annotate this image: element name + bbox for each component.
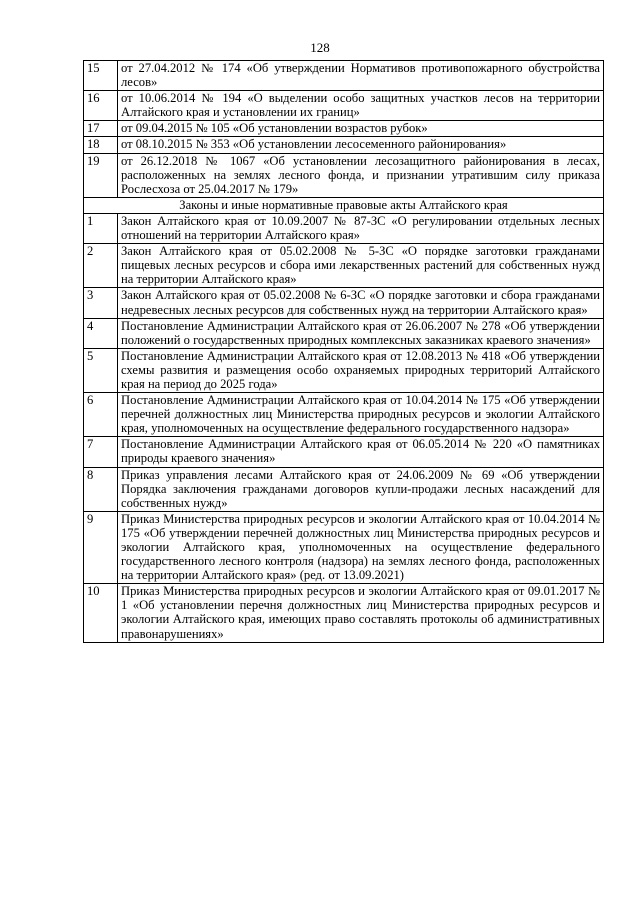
row-number: 9: [84, 511, 118, 583]
row-number: 1: [84, 213, 118, 243]
table-row: [84, 61, 604, 91]
row-text: от 08.10.2015 № 353 «Об установлении лесосеменного районирования»: [118, 137, 604, 153]
table-row: [84, 584, 604, 642]
section-heading: Законы и иные нормативные правовые акты Алтайского края: [84, 197, 604, 213]
table-row: [84, 348, 604, 392]
row-text: Приказ управления лесами Алтайского края от 24.06.2009 № 69 «Об утверждении Порядка заключения гражданами договоров купли-продажи лесных насаждений для собственных нужд»: [118, 467, 604, 511]
table-row: [84, 213, 604, 243]
row-text: Приказ Министерства природных ресурсов и экологии Алтайского края от 10.04.2014 № 175 «Об утверждении перечней должностных лиц Министерства природных ресурсов и экологии Алтайского края, уполномоченных на осуществление федерального государственного лесного контроля (надзора) на землях лесного фонда, расположенных на территории Алтайского края» (ред. от 13.09.2021): [118, 511, 604, 583]
row-text: Постановление Администрации Алтайского края от 12.08.2013 № 418 «Об утверждении схемы развития и размещения особо охраняемых природных территорий Алтайского края на период до 2025 года»: [118, 348, 604, 392]
row-number: 8: [84, 467, 118, 511]
row-number: 6: [84, 393, 118, 437]
row-text: Закон Алтайского края от 05.02.2008 № 5-ЗС «О порядке заготовки гражданами пищевых лесных ресурсов и сбора ими лекарственных растений для собственных нужд на территории Алтайского края»: [118, 244, 604, 288]
row-number: 5: [84, 348, 118, 392]
row-text: Постановление Администрации Алтайского края от 06.05.2014 № 220 «О памятниках природы краевого значения»: [118, 437, 604, 467]
row-number: 7: [84, 437, 118, 467]
table-row: [84, 511, 604, 583]
table-row: [84, 121, 604, 137]
section-heading-row: [84, 197, 604, 213]
table-row: [84, 393, 604, 437]
row-number: 10: [84, 584, 118, 642]
row-text: от 27.04.2012 № 174 «Об утверждении Нормативов противопожарного обустройства лесов»: [118, 61, 604, 91]
table-row: [84, 153, 604, 197]
table-row: [84, 288, 604, 318]
row-text: Закон Алтайского края от 05.02.2008 № 6-ЗС «О порядке заготовки и сбора гражданами недревесных лесных ресурсов для собственных нужд на территории Алтайского края»: [118, 288, 604, 318]
table-row: [84, 91, 604, 121]
row-number: 4: [84, 318, 118, 348]
row-text: Постановление Администрации Алтайского края от 26.06.2007 № 278 «Об утверждении положений о государственных природных комплексных заказниках краевого значения»: [118, 318, 604, 348]
row-text: от 10.06.2014 № 194 «О выделении особо защитных участков лесов на территории Алтайского края и установлении их границ»: [118, 91, 604, 121]
row-text: Приказ Министерства природных ресурсов и экологии Алтайского края от 09.01.2017 № 1 «Об установлении перечня должностных лиц Министерства природных ресурсов и экологии Алтайского края, имеющих право составлять протоколы об административных правонарушениях»: [118, 584, 604, 642]
row-number: 3: [84, 288, 118, 318]
row-number: 19: [84, 153, 118, 197]
row-text: Закон Алтайского края от 10.09.2007 № 87-ЗС «О регулировании отдельных лесных отношений на территории Алтайского края»: [118, 213, 604, 243]
row-text: от 26.12.2018 № 1067 «Об установлении лесозащитного районирования в лесах, расположенных на землях лесного фонда, и признании утратившим силу приказа Рослесхоза от 25.04.2017 № 179»: [118, 153, 604, 197]
table-row: [84, 318, 604, 348]
table-row: [84, 467, 604, 511]
row-number: 18: [84, 137, 118, 153]
table-row: [84, 437, 604, 467]
row-text: Постановление Администрации Алтайского края от 10.04.2014 № 175 «Об утверждении перечней должностных лиц Министерства природных ресурсов и экологии Алтайского края, уполномоченных на осуществление федерального государственного надзора»: [118, 393, 604, 437]
table-row: [84, 244, 604, 288]
row-number: 15: [84, 61, 118, 91]
row-number: 16: [84, 91, 118, 121]
row-number: 2: [84, 244, 118, 288]
table-row: [84, 137, 604, 153]
legal-acts-table: [83, 60, 604, 643]
row-number: 17: [84, 121, 118, 137]
page-number: 128: [310, 40, 330, 55]
row-text: от 09.04.2015 № 105 «Об установлении возрастов рубок»: [118, 121, 604, 137]
